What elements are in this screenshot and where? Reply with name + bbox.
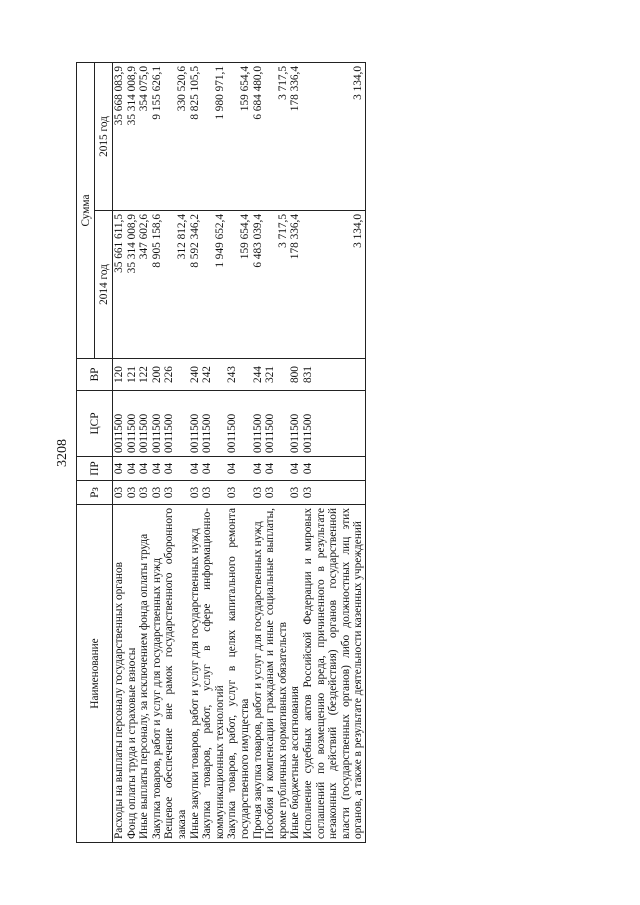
row-2015: 9 155 626,1 xyxy=(151,62,164,210)
row-2014: 159 654,4 xyxy=(226,210,251,358)
row-rz: 03 xyxy=(264,480,289,504)
row-2015: 3 717,5 xyxy=(264,62,289,210)
row-2015: 354 075,0 xyxy=(138,62,151,210)
row-2014: 35 314 008,9 xyxy=(126,210,139,358)
row-rz: 03 xyxy=(151,480,164,504)
row-csr: 0011500 xyxy=(252,390,265,456)
row-pr: 04 xyxy=(302,456,365,480)
row-pr: 04 xyxy=(252,456,265,480)
row-rz: 03 xyxy=(126,480,139,504)
row-2014: 6 483 039,4 xyxy=(252,210,265,358)
row-name: Пособия и компенсации гражданам и иные социальные выплаты, кроме публичных нормативных обязательств xyxy=(264,504,289,842)
row-pr: 04 xyxy=(264,456,289,480)
row-2015: 1 980 971,1 xyxy=(201,62,226,210)
row-pr: 04 xyxy=(201,456,226,480)
table-row xyxy=(126,62,139,842)
row-csr: 0011500 xyxy=(151,390,164,456)
row-name: Иные выплаты персоналу, за исключением фонда оплаты труда xyxy=(138,504,151,842)
table-row xyxy=(189,62,202,842)
row-2014: 3 134,0 xyxy=(302,210,365,358)
row-csr: 0011500 xyxy=(226,390,251,456)
row-2014: 312 812,4 xyxy=(163,210,188,358)
row-name: Расходы на выплаты персоналу государственных органов xyxy=(113,504,126,842)
row-vr: 240 xyxy=(189,358,202,390)
row-vr: 120 xyxy=(113,358,126,390)
row-csr: 0011500 xyxy=(302,390,365,456)
row-csr: 0011500 xyxy=(201,390,226,456)
row-name: Иные закупки товаров, работ и услуг для государственных нужд xyxy=(189,504,202,842)
row-pr: 04 xyxy=(126,456,139,480)
row-2014: 3 717,5 xyxy=(264,210,289,358)
header-2014: 2014 год xyxy=(95,210,113,358)
row-2015: 3 134,0 xyxy=(302,62,365,210)
budget-table xyxy=(76,62,366,843)
row-csr: 0011500 xyxy=(264,390,289,456)
row-name: Фонд оплаты труда и страховые взносы xyxy=(126,504,139,842)
table-row xyxy=(226,62,251,842)
row-name: Иные бюджетные ассигнования xyxy=(289,504,302,842)
row-name: Прочая закупка товаров, работ и услуг для государственных нужд xyxy=(252,504,265,842)
header-pr: ПР xyxy=(77,456,113,480)
table-row xyxy=(138,62,151,842)
row-rz: 03 xyxy=(113,480,126,504)
row-rz: 03 xyxy=(201,480,226,504)
row-2014: 8 905 158,6 xyxy=(151,210,164,358)
row-pr: 04 xyxy=(151,456,164,480)
row-rz: 03 xyxy=(252,480,265,504)
table-row xyxy=(201,62,226,842)
row-2014: 178 336,4 xyxy=(289,210,302,358)
page-number: 3208 xyxy=(55,438,70,467)
row-rz: 03 xyxy=(289,480,302,504)
header-name: Наименование xyxy=(77,504,113,842)
row-csr: 0011500 xyxy=(163,390,188,456)
header-2015: 2015 год xyxy=(95,62,113,210)
row-pr: 04 xyxy=(138,456,151,480)
header-vr: ВР xyxy=(77,358,113,390)
row-pr: 04 xyxy=(189,456,202,480)
table-row xyxy=(289,62,302,842)
row-csr: 0011500 xyxy=(113,390,126,456)
row-2015: 35 314 008,9 xyxy=(126,62,139,210)
row-2014: 1 949 652,4 xyxy=(201,210,226,358)
row-rz: 03 xyxy=(189,480,202,504)
row-2015: 8 825 105,5 xyxy=(189,62,202,210)
row-csr: 0011500 xyxy=(126,390,139,456)
row-csr: 0011500 xyxy=(189,390,202,456)
row-rz: 03 xyxy=(302,480,365,504)
row-vr: 800 xyxy=(289,358,302,390)
row-rz: 03 xyxy=(163,480,188,504)
row-pr: 04 xyxy=(113,456,126,480)
header-sum: Сумма xyxy=(77,62,95,358)
row-pr: 04 xyxy=(289,456,302,480)
row-2015: 159 654,4 xyxy=(226,62,251,210)
row-vr: 321 xyxy=(264,358,289,390)
row-vr: 242 xyxy=(201,358,226,390)
row-csr: 0011500 xyxy=(289,390,302,456)
row-vr: 226 xyxy=(163,358,188,390)
row-vr: 122 xyxy=(138,358,151,390)
row-vr: 244 xyxy=(252,358,265,390)
row-csr: 0011500 xyxy=(138,390,151,456)
row-pr: 04 xyxy=(226,456,251,480)
row-rz: 03 xyxy=(138,480,151,504)
table-row xyxy=(113,62,126,842)
row-2015: 178 336,4 xyxy=(289,62,302,210)
row-name: Вещевое обеспечение вне рамок государственного оборонного заказа xyxy=(163,504,188,842)
table-row xyxy=(264,62,289,842)
table-row xyxy=(252,62,265,842)
table-row xyxy=(302,62,365,842)
row-2015: 6 684 480,0 xyxy=(252,62,265,210)
row-2014: 8 592 346,2 xyxy=(189,210,202,358)
rotated-page xyxy=(50,63,590,843)
header-rz: Рз xyxy=(77,480,113,504)
row-vr: 831 xyxy=(302,358,365,390)
row-2014: 35 661 611,5 xyxy=(113,210,126,358)
row-name: Закупка товаров, работ и услуг для государственных нужд xyxy=(151,504,164,842)
header-csr: ЦСР xyxy=(77,390,113,456)
row-vr: 121 xyxy=(126,358,139,390)
row-2014: 347 602,6 xyxy=(138,210,151,358)
row-2015: 35 668 083,9 xyxy=(113,62,126,210)
row-name: Исполнение судебных актов Российской Федерации и мировых соглашений по возмещению вреда, причиненного в результате незаконных действий (бездействия) органов государственной власти (государственных органов) либо должностных лиц этих органов, а также в результате деятельности казенных учреждений xyxy=(302,504,365,842)
table-row xyxy=(163,62,188,842)
row-pr: 04 xyxy=(163,456,188,480)
row-name: Закупка товаров, работ, услуг в целях капитального ремонта государственного имущества xyxy=(226,504,251,842)
row-2015: 330 520,6 xyxy=(163,62,188,210)
row-name: Закупка товаров, работ, услуг в сфере информационно-коммуникационных технологий xyxy=(201,504,226,842)
row-rz: 03 xyxy=(226,480,251,504)
table-row xyxy=(151,62,164,842)
row-vr: 200 xyxy=(151,358,164,390)
row-vr: 243 xyxy=(226,358,251,390)
